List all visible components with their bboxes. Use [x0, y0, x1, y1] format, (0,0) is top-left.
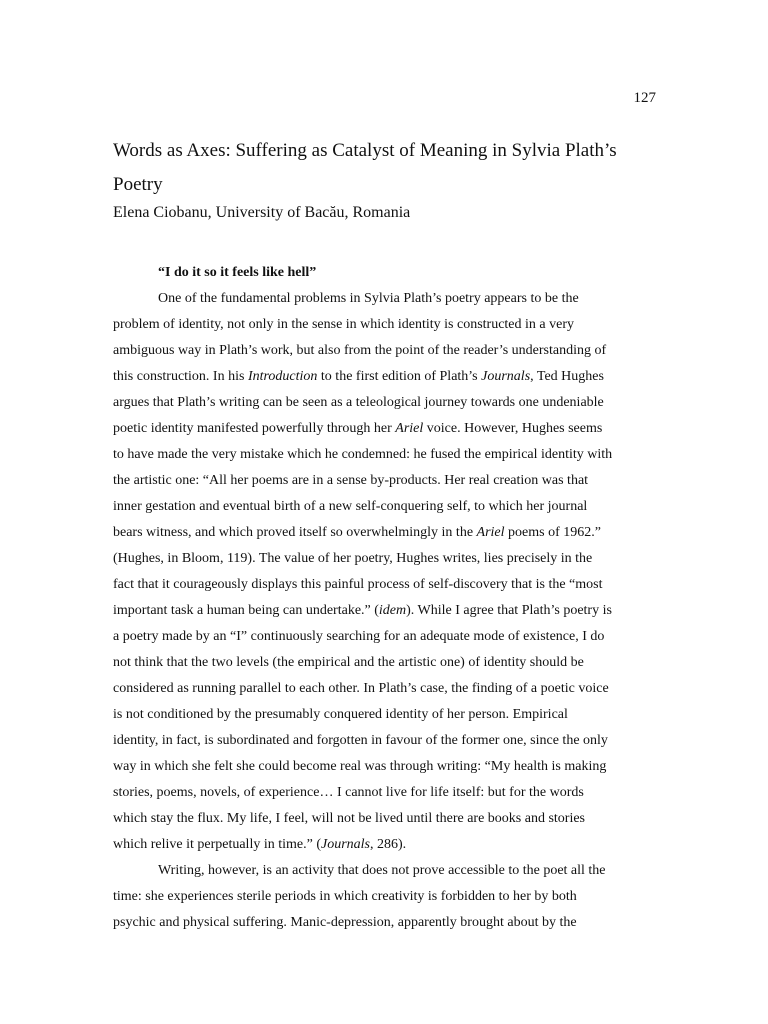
- italic-title: Journals: [481, 369, 531, 384]
- body-line: way in which she felt she could become real was through writing: “My health is making: [113, 759, 607, 774]
- body-line: identity, in fact, is subordinated and forgotten in favour of the former one, since the only: [113, 733, 608, 748]
- body-line: fact that it courageously displays this painful process of self-discovery that is the “most: [113, 577, 603, 592]
- body-line: time: she experiences sterile periods in which creativity is forbidden to her by both: [113, 889, 577, 904]
- body-line: the artistic one: “All her poems are in a sense by-products. Her real creation was that: [113, 473, 589, 488]
- body-line: which stay the flux. My life, I feel, will not be lived until there are books and stories: [113, 811, 585, 826]
- body-line: problem of identity, not only in the sense in which identity is constructed in a very: [113, 317, 575, 332]
- body-line: bears witness, and which proved itself so overwhelmingly in the Ariel poems of 1962.”: [113, 525, 601, 540]
- body-line: inner gestation and eventual birth of a new self-conquering self, to which her journal: [113, 499, 588, 514]
- body-line: a poetry made by an “I” continuously searching for an adequate mode of existence, I do: [113, 629, 605, 644]
- italic-term: idem: [378, 603, 407, 618]
- body-line: poetic identity manifested powerfully through her Ariel voice. However, Hughes seems: [113, 421, 603, 436]
- body-line: not think that the two levels (the empirical and the artistic one) of identity should be: [113, 655, 584, 670]
- body-line: is not conditioned by the presumably conquered identity of her person. Empirical: [113, 707, 568, 722]
- body-line: which relive it perpetually in time.” (Journals, 286).: [113, 837, 407, 852]
- italic-title: Introduction: [247, 369, 318, 384]
- body-line: argues that Plath’s writing can be seen as a teleological journey towards one undeniable: [113, 395, 604, 410]
- body-line: stories, poems, novels, of experience… I cannot live for life itself: but for the words: [113, 785, 584, 800]
- body-line: to have made the very mistake which he condemned: he fused the empirical identity with: [113, 447, 613, 462]
- section-heading: “I do it so it feels like hell”: [158, 265, 317, 280]
- title-line-1: Words as Axes: Suffering as Catalyst of Meaning in Sylvia Plath’s: [113, 140, 617, 161]
- body-line: important task a human being can undertake.” (idem). While I agree that Plath’s poetry is: [113, 603, 612, 618]
- body-line: ambiguous way in Plath’s work, but also from the point of the reader’s understanding of: [113, 343, 607, 358]
- article-body: [113, 260, 658, 936]
- body-line: considered as running parallel to each other. In Plath’s case, the finding of a poetic voice: [113, 681, 609, 696]
- title-line-2: Poetry: [113, 174, 163, 195]
- body-line: (Hughes, in Bloom, 119). The value of her poetry, Hughes writes, lies precisely in the: [113, 551, 593, 566]
- body-line: Writing, however, is an activity that does not prove accessible to the poet all the: [158, 863, 606, 878]
- body-line: psychic and physical suffering. Manic-depression, apparently brought about by the: [113, 915, 577, 930]
- author-affiliation: Elena Ciobanu, University of Bacău, Romania: [113, 204, 411, 221]
- body-line: this construction. In his Introduction to the first edition of Plath’s Journals, Ted Hughes: [113, 369, 604, 384]
- italic-title: Ariel: [476, 525, 505, 540]
- italic-title: Ariel: [395, 421, 424, 436]
- article-title: [113, 134, 673, 202]
- page-number: 127: [633, 90, 656, 106]
- body-line: One of the fundamental problems in Sylvia Plath’s poetry appears to be the: [158, 291, 579, 306]
- italic-title: Journals: [320, 837, 370, 852]
